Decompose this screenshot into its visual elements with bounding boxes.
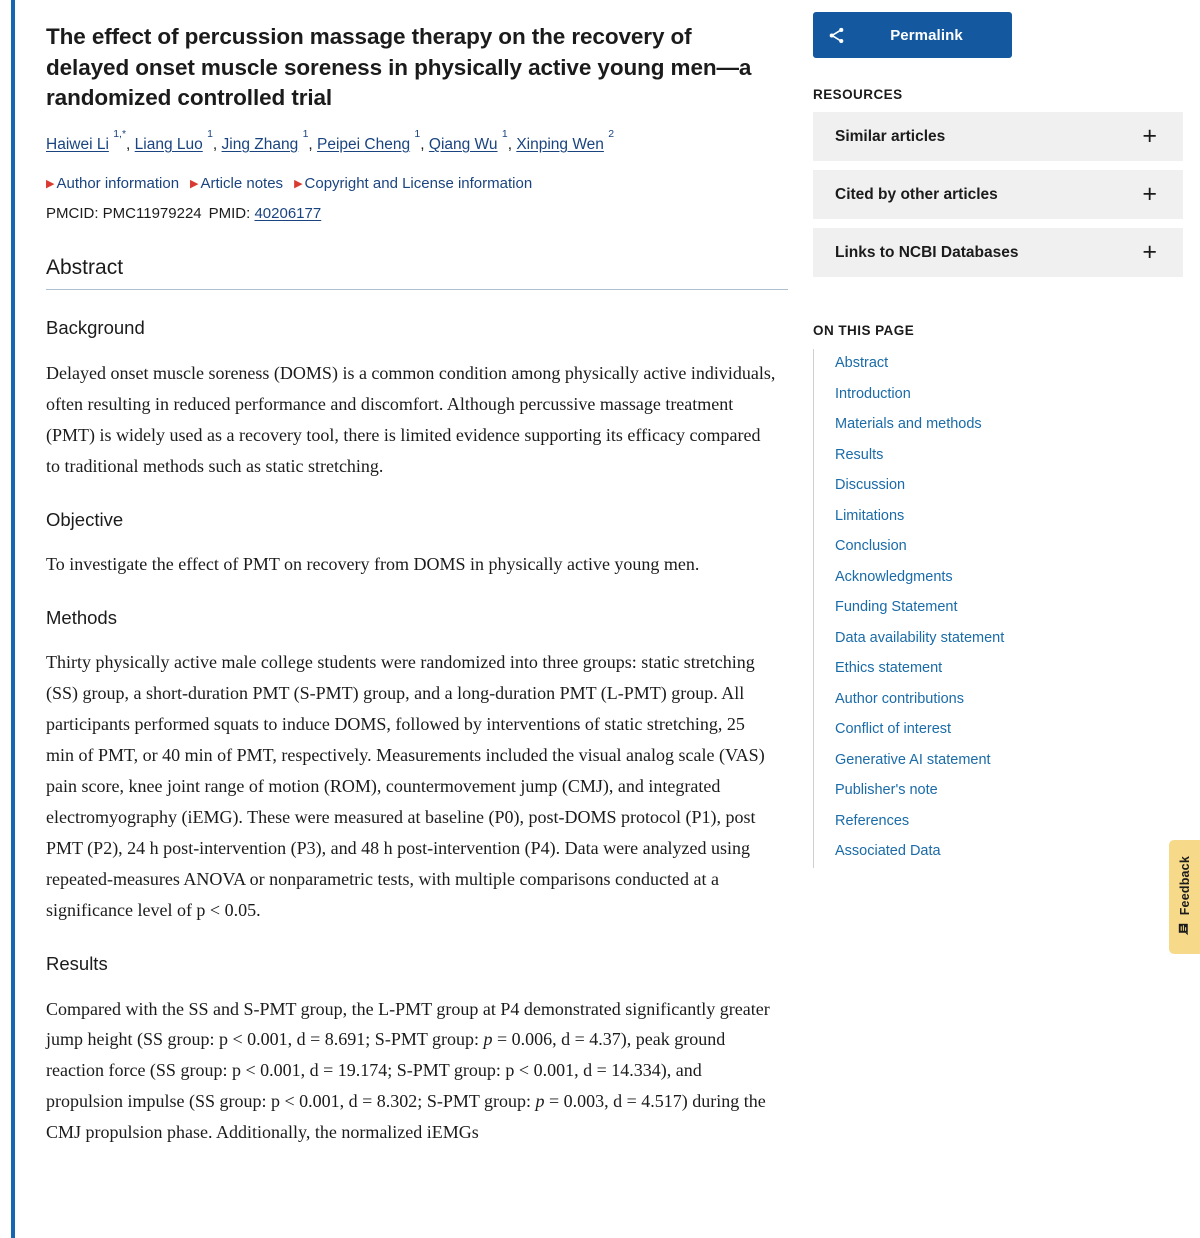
accordion-item-links-to-ncbi-databases[interactable] (813, 228, 1183, 277)
on-this-page-nav (813, 349, 1183, 868)
toc-item-data-availability-statement[interactable]: Data availability statement (835, 629, 1005, 646)
pmid-label: PMID: (208, 205, 251, 223)
accordion-label: Similar articles (835, 127, 946, 145)
author-separator: , (420, 135, 429, 153)
author-entry (317, 128, 421, 153)
triangle-right-icon: ▶ (190, 178, 199, 191)
toc-item-ethics-statement[interactable]: Ethics statement (835, 660, 943, 676)
triangle-right-icon: ▶ (294, 178, 303, 191)
section-body-methods: Thirty physically active male college students were randomized into three groups: static stretching (SS) group, a short-duration PMT (S-PMT) group, and a long-duration PMT (L-PMT) group. All participants performed squats to induce DOMS, followed by interventions of static stretching, 25 min of PMT, or 40 min of PMT, respectively. Measurements included the visual analog scale (VAS) pain score, knee joint range of motion (ROM), countermovement jump (CMJ), and integrated electromyography (iEMG). These were measured at baseline (P0), post-DOMS protocol (P1), post PMT (P2), 24 h post-intervention (P3), and 48 h post-intervention (P4). Data were analyzed using repeated-measures ANOVA or nonparametric tests, with multiple comparisons conducted at a significance level of p < 0.05. (46, 652, 765, 921)
author-link[interactable]: Xinping Wen (516, 135, 604, 153)
page-title: The effect of percussion massage therapy on the recovery of delayed onset muscle soreness in physically active young men—a randomized controlled trial (46, 24, 752, 111)
author-affiliation-marker: 1 (414, 128, 421, 141)
section-heading-methods: Methods (46, 606, 117, 628)
author-entry (134, 128, 213, 153)
toc-item-publishers-note[interactable]: Publisher's note (835, 782, 938, 798)
author-information-label[interactable]: Author information (56, 175, 180, 193)
article-main-column (46, 0, 788, 1166)
toc-item-references[interactable]: References (835, 812, 910, 829)
author-entry (428, 128, 508, 153)
author-entry (46, 128, 127, 153)
author-link[interactable]: Qiang Wu (428, 135, 498, 153)
author-affiliation-marker: 2 (608, 128, 615, 141)
author-list (46, 128, 788, 156)
author-affiliation-marker: 1 (207, 128, 213, 141)
permalink-button[interactable] (813, 12, 1012, 58)
author-separator: , (212, 135, 222, 153)
article-notes-label[interactable]: Article notes (200, 175, 284, 193)
accordion-item-cited-by-other-articles[interactable] (813, 170, 1183, 219)
accordion-label: Cited by other articles (835, 185, 998, 203)
copyright-license-toggle[interactable] (294, 175, 532, 192)
toc-item-generative-ai-statement[interactable]: Generative AI statement (835, 751, 991, 768)
toc-item-acknowledgments[interactable]: Acknowledgments (835, 568, 953, 585)
author-separator: , (126, 135, 135, 153)
share-icon (813, 26, 859, 45)
copyright-license-label[interactable]: Copyright and License information (304, 175, 533, 193)
author-entry (516, 128, 615, 153)
author-link[interactable]: Jing Zhang (221, 135, 299, 153)
article-notes-toggle[interactable] (190, 175, 283, 192)
section-heading-objective: Objective (46, 508, 124, 530)
toc-item-introduction[interactable]: Introduction (835, 385, 911, 402)
triangle-right-icon: ▶ (46, 178, 55, 191)
author-link[interactable]: Peipei Cheng (317, 135, 411, 153)
section-body-objective: To investigate the effect of PMT on recovery from DOMS in physically active young men. (46, 554, 700, 574)
accordion-label: Links to NCBI Databases (835, 243, 1019, 261)
toc-item-discussion[interactable]: Discussion (835, 477, 906, 493)
section-heading-background: Background (46, 317, 145, 339)
toc-item-materials-and-methods[interactable]: Materials and methods (835, 416, 982, 432)
article-meta-links (46, 175, 788, 192)
author-link[interactable]: Haiwei Li (46, 135, 109, 153)
section-heading-results: Results (46, 953, 108, 975)
section-body-results: Compared with the SS and S-PMT group, the L-PMT group at P4 demonstrated significantly greater jump height (SS group: p < 0.001, d = 8.691; S-PMT group: p = 0.006, d = 4.37), peak ground reaction force (SS group: p < 0.001, d = 19.174; S-PMT group: p < 0.001, d = 14.334), and propulsion impulse (SS group: p < 0.001, d = 8.302; S-PMT group: p = 0.003, d = 4.517) during the CMJ propulsion phase. Additionally, the normalized iEMGs (46, 998, 770, 1143)
resources-caption: RESOURCES (813, 87, 903, 102)
pmcid-value: PMCID: PMC11979224 (46, 205, 202, 223)
toc-item-author-contributions[interactable]: Author contributions (835, 690, 964, 707)
toc-item-conflict-of-interest[interactable]: Conflict of interest (835, 721, 952, 737)
toc-item-associated-data[interactable]: Associated Data (835, 843, 941, 859)
author-separator: , (507, 135, 517, 153)
article-identifiers (46, 205, 788, 222)
author-entry (221, 128, 309, 153)
author-affiliation-marker: 1 (501, 128, 508, 141)
toc-item-conclusion[interactable]: Conclusion (835, 538, 907, 554)
author-link[interactable]: Liang Luo (134, 135, 203, 153)
author-separator: , (308, 135, 318, 153)
on-this-page-caption: ON THIS PAGE (813, 323, 915, 338)
toc-item-abstract[interactable]: Abstract (835, 355, 889, 371)
author-affiliation-marker: 1,* (113, 128, 127, 141)
plus-icon[interactable]: + (1142, 122, 1157, 150)
feedback-tab[interactable] (1169, 840, 1200, 954)
author-information-toggle[interactable] (46, 175, 179, 192)
page-left-accent-rail (11, 0, 15, 1238)
toc-item-funding-statement[interactable]: Funding Statement (835, 599, 958, 615)
plus-icon[interactable]: + (1142, 180, 1157, 208)
pmid-link[interactable]: 40206177 (254, 205, 322, 223)
toc-item-limitations[interactable]: Limitations (835, 507, 905, 524)
plus-icon[interactable]: + (1142, 238, 1157, 266)
abstract-heading: Abstract (46, 256, 788, 290)
accordion-item-similar-articles[interactable] (813, 112, 1183, 161)
toc-item-results[interactable]: Results (835, 446, 884, 463)
author-affiliation-marker: 1 (302, 128, 309, 141)
bar-chart-icon (1178, 923, 1191, 938)
right-sidebar (813, 0, 1183, 868)
feedback-label: Feedback (1177, 856, 1192, 916)
resources-accordion (813, 112, 1183, 277)
permalink-button-label: Permalink (890, 26, 963, 44)
section-body-background: Delayed onset muscle soreness (DOMS) is a common condition among physically active individuals, often resulting in reduced performance and discomfort. Although percussive massage treatment (PMT) is widely used as a recovery tool, there is limited evidence supporting its efficacy compared to traditional methods such as static stretching. (46, 362, 776, 476)
